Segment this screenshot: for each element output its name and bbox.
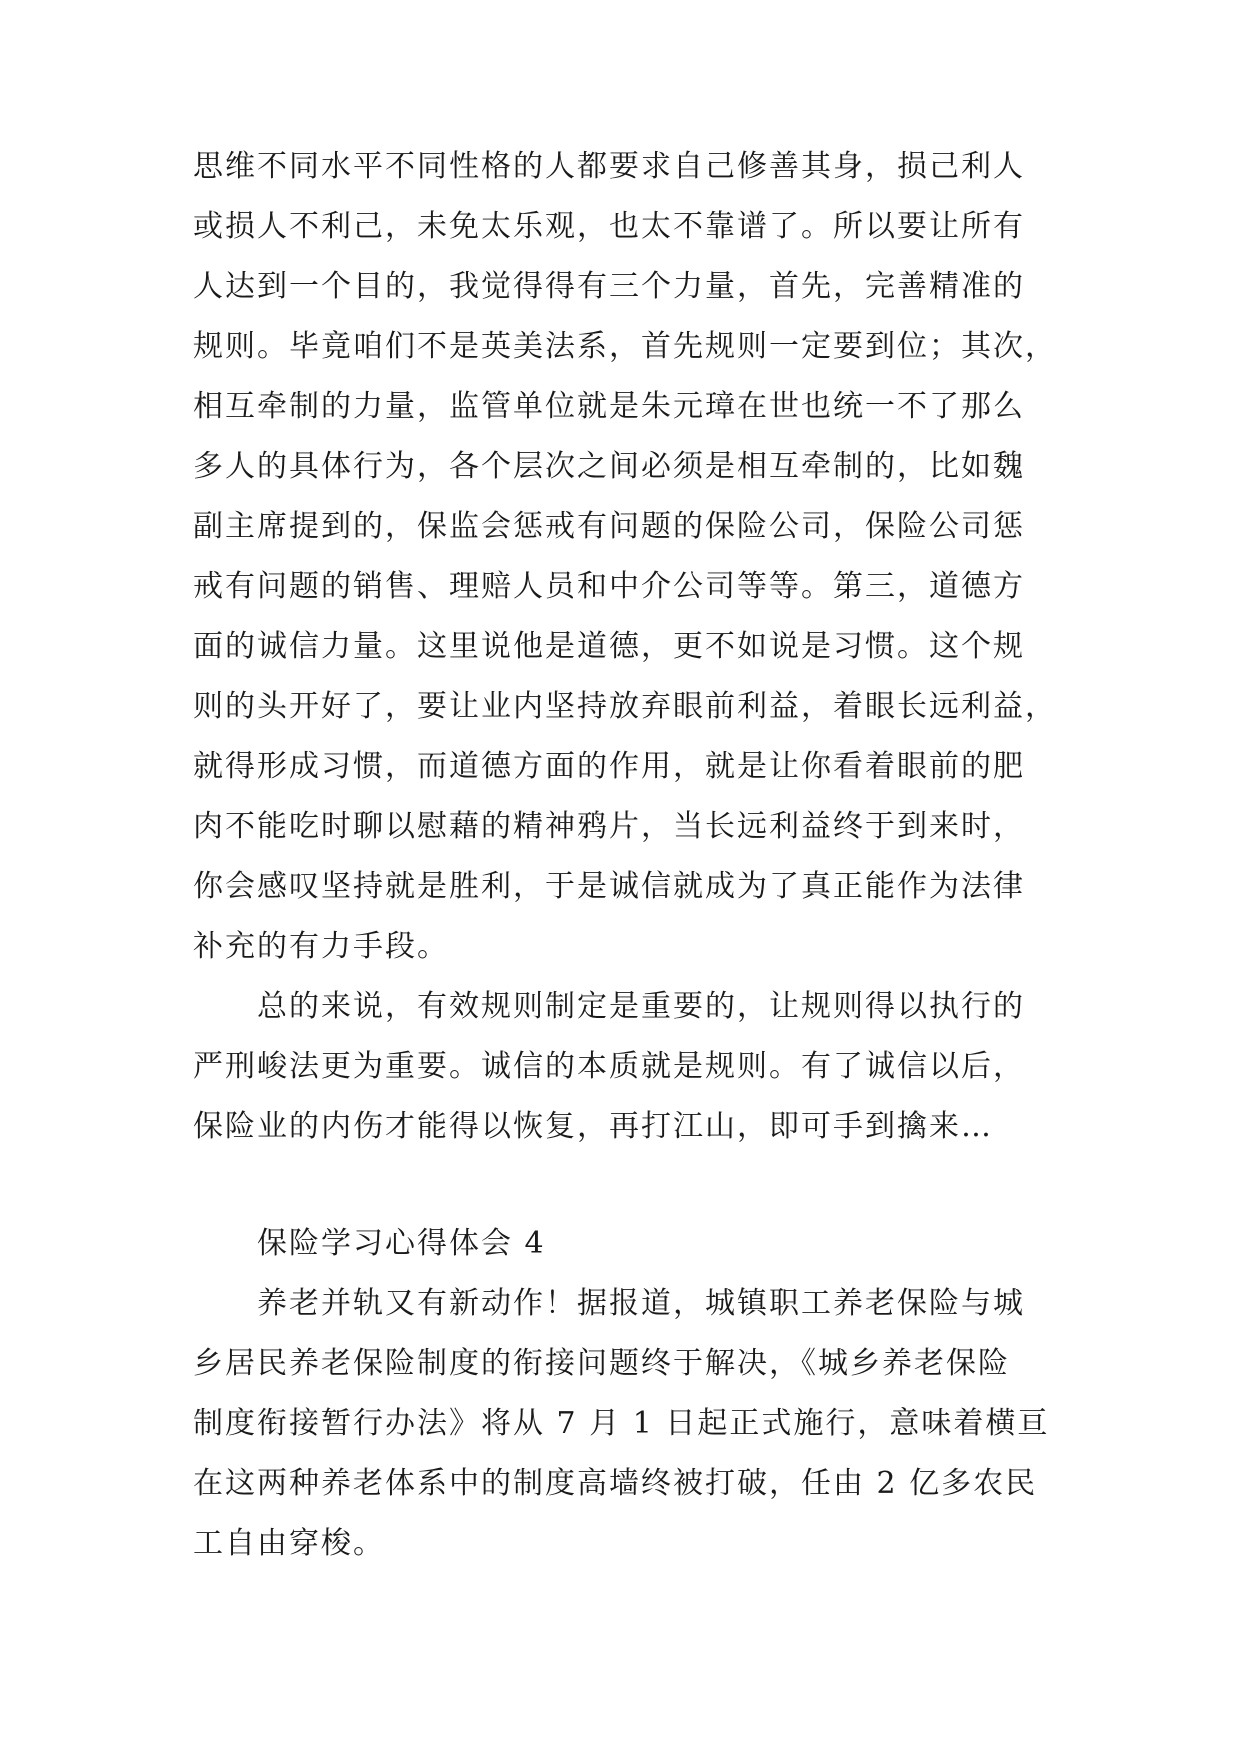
paragraph-line: 总的来说，有效规则制定是重要的，让规则得以执行的 (257, 989, 1025, 1024)
paragraph-line: 多人的具体行为，各个层次之间必须是相互牵制的，比如魏 (193, 449, 1025, 484)
paragraph-line: 就得形成习惯，而道德方面的作用，就是让你看着眼前的肥 (193, 749, 1025, 784)
paragraph-line: 或损人不利己，未免太乐观，也太不靠谱了。所以要让所有 (193, 209, 1025, 244)
paragraph-line: 则的头开好了，要让业内坚持放弃眼前利益，着眼长远利益， (193, 689, 1057, 724)
section-title: 保险学习心得体会 4 (257, 1226, 546, 1261)
paragraph-line: 养老并轨又有新动作！据报道，城镇职工养老保险与城 (257, 1286, 1025, 1321)
paragraph-line: 面的诚信力量。这里说他是道德，更不如说是习惯。这个规 (193, 629, 1025, 664)
paragraph-line: 在这两种养老体系中的制度高墙终被打破，任由 2 亿多农民 (193, 1466, 1038, 1501)
paragraph-line: 乡居民养老保险制度的衔接问题终于解决，《城乡养老保险 (193, 1346, 1010, 1381)
paragraph-line: 副主席提到的，保监会惩戒有问题的保险公司，保险公司惩 (193, 509, 1025, 544)
paragraph-line: 你会感叹坚持就是胜利，于是诚信就成为了真正能作为法律 (193, 869, 1025, 904)
paragraph-line: 规则。毕竟咱们不是英美法系，首先规则一定要到位；其次， (193, 329, 1057, 364)
paragraph-line: 严刑峻法更为重要。诚信的本质就是规则。有了诚信以后， (193, 1049, 1025, 1084)
paragraph-line: 戒有问题的销售、理赔人员和中介公司等等。第三，道德方 (193, 569, 1025, 604)
paragraph-line: 相互牵制的力量，监管单位就是朱元璋在世也统一不了那么 (193, 389, 1025, 424)
paragraph-line: 人达到一个目的，我觉得得有三个力量，首先，完善精准的 (193, 269, 1025, 304)
paragraph-line: 肉不能吃时聊以慰藉的精神鸦片，当长远利益终于到来时， (193, 809, 1025, 844)
paragraph-line: 工自由穿梭。 (193, 1526, 385, 1561)
paragraph-line: 补充的有力手段。 (193, 929, 449, 964)
paragraph-line: 制度衔接暂行办法》将从 7 月 1 日起正式施行，意味着横亘 (193, 1406, 1050, 1441)
paragraph-line: 思维不同水平不同性格的人都要求自己修善其身，损己利人 (193, 149, 1025, 184)
paragraph-line: 保险业的内伤才能得以恢复，再打江山，即可手到擒来… (193, 1109, 993, 1144)
